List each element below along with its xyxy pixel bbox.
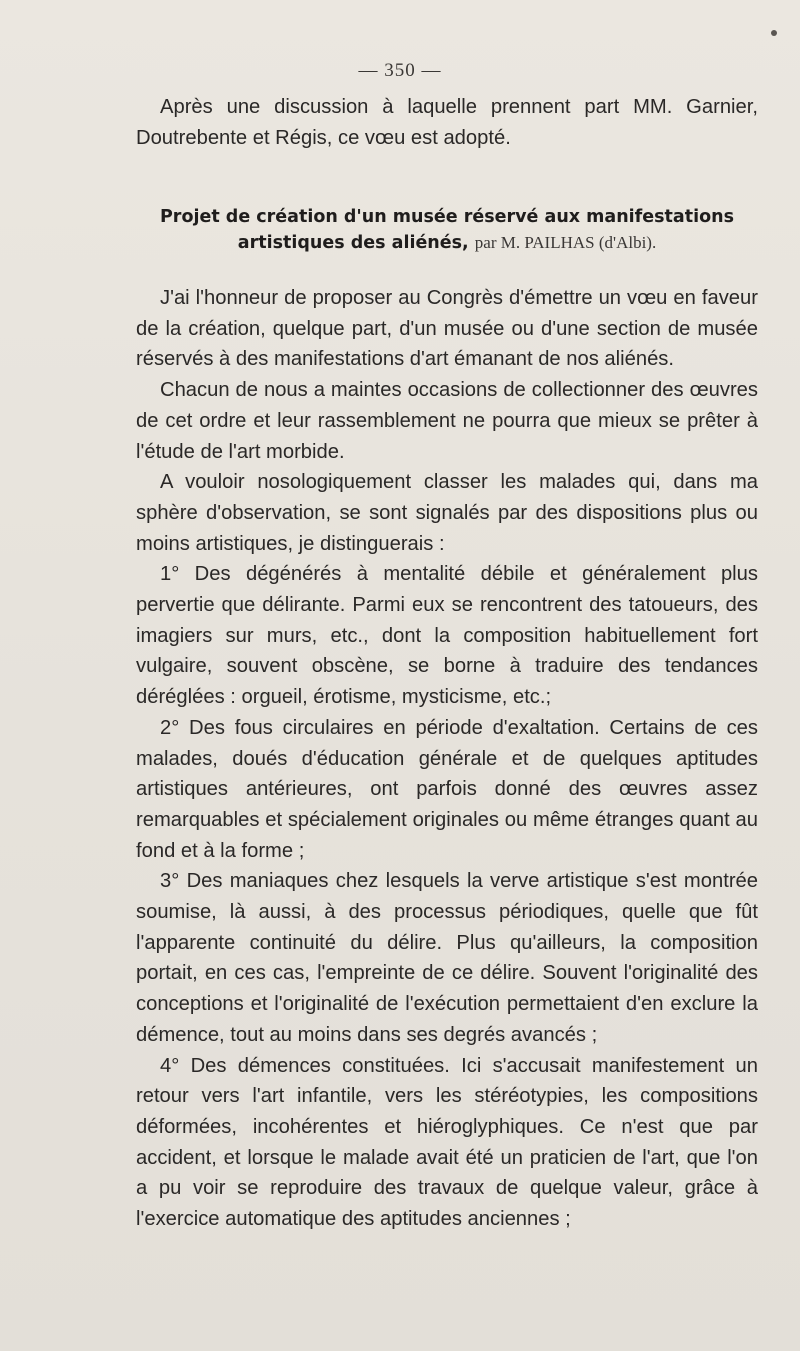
heading-title-line-1: Projet de création d'un musée réservé aux manifestations: [159, 207, 734, 227]
paragraph: 2° Des fous circulaires en période d'exaltation. Certains de ces malades, doués d'éducation générale et de quelques aptitudes artistiques antérieures, ont parfois donné des œuvres assez remarquables et spécialement originales ou même étranges quant au fond et à la forme ;: [136, 716, 758, 862]
paragraph: A vouloir nosologiquement classer les malades qui, dans ma sphère d'observation, se sont signalés par des dispositions plus ou moins artistiques, je distinguerais :: [136, 471, 758, 555]
paragraph: 3° Des maniaques chez lesquels la verve artistique s'est montrée soumise, là aussi, à des processus périodiques, quelle que fût l'apparente continuité du délire. Plus qu'ailleurs, la composition portait, en ces cas, l'empreinte de ce délire. Souvent l'originalité des conceptions et l'originalité de l'exécution permettaient d'en exclure la démence, tout au moins dans ses degrés avancés ;: [136, 870, 758, 1046]
section-heading: [136, 205, 758, 256]
author-byline: par M. PAILHAS (d'Albi).: [474, 233, 657, 252]
page-number: — 350 —: [358, 60, 442, 81]
intro-paragraph: [136, 92, 758, 153]
paragraph: Chacun de nous a maintes occasions de collectionner des œuvres de cet ordre et leur rassemblement ne pourra que mieux se prêter à l'étude de l'art morbide.: [136, 379, 758, 463]
paragraph: 4° Des démences constituées. Ici s'accusait manifestement un retour vers l'art infantile, vers les stéréotypies, les compositions déformées, incohérentes et hiéroglyphiques. Ce n'est que par accident, et lorsque le malade avait été un praticien de l'art, que l'on a pu voir se reproduire des travaux de quelque valeur, grâce à l'exercice automatique des aptitudes anciennes ;: [136, 1054, 758, 1231]
ink-spot: [771, 30, 777, 36]
heading-title-line-2-text: artistiques des aliénés,: [237, 233, 469, 253]
paragraph: 1° Des dégénérés à mentalité débile et généralement plus pervertie que délirante. Parmi eux se rencontrent des tatoueurs, des imagiers sur murs, etc., dont la composition habituellement fort vulgaire, souvent obscène, se borne à traduire des tendances déréglées : orgueil, érotisme, mysticisme, etc.;: [136, 563, 758, 709]
article-body: [136, 283, 758, 1235]
paragraph: J'ai l'honneur de proposer au Congrès d'émettre un vœu en faveur de la création, quelque part, d'un musée ou d'une section de musée réservés à des manifestations d'art émanant de nos aliénés.: [136, 287, 758, 371]
paragraph: Après une discussion à laquelle prennent part MM. Garnier, Doutrebente et Régis, ce vœu est adopté.: [136, 96, 758, 149]
heading-title-line-2: [136, 230, 758, 256]
